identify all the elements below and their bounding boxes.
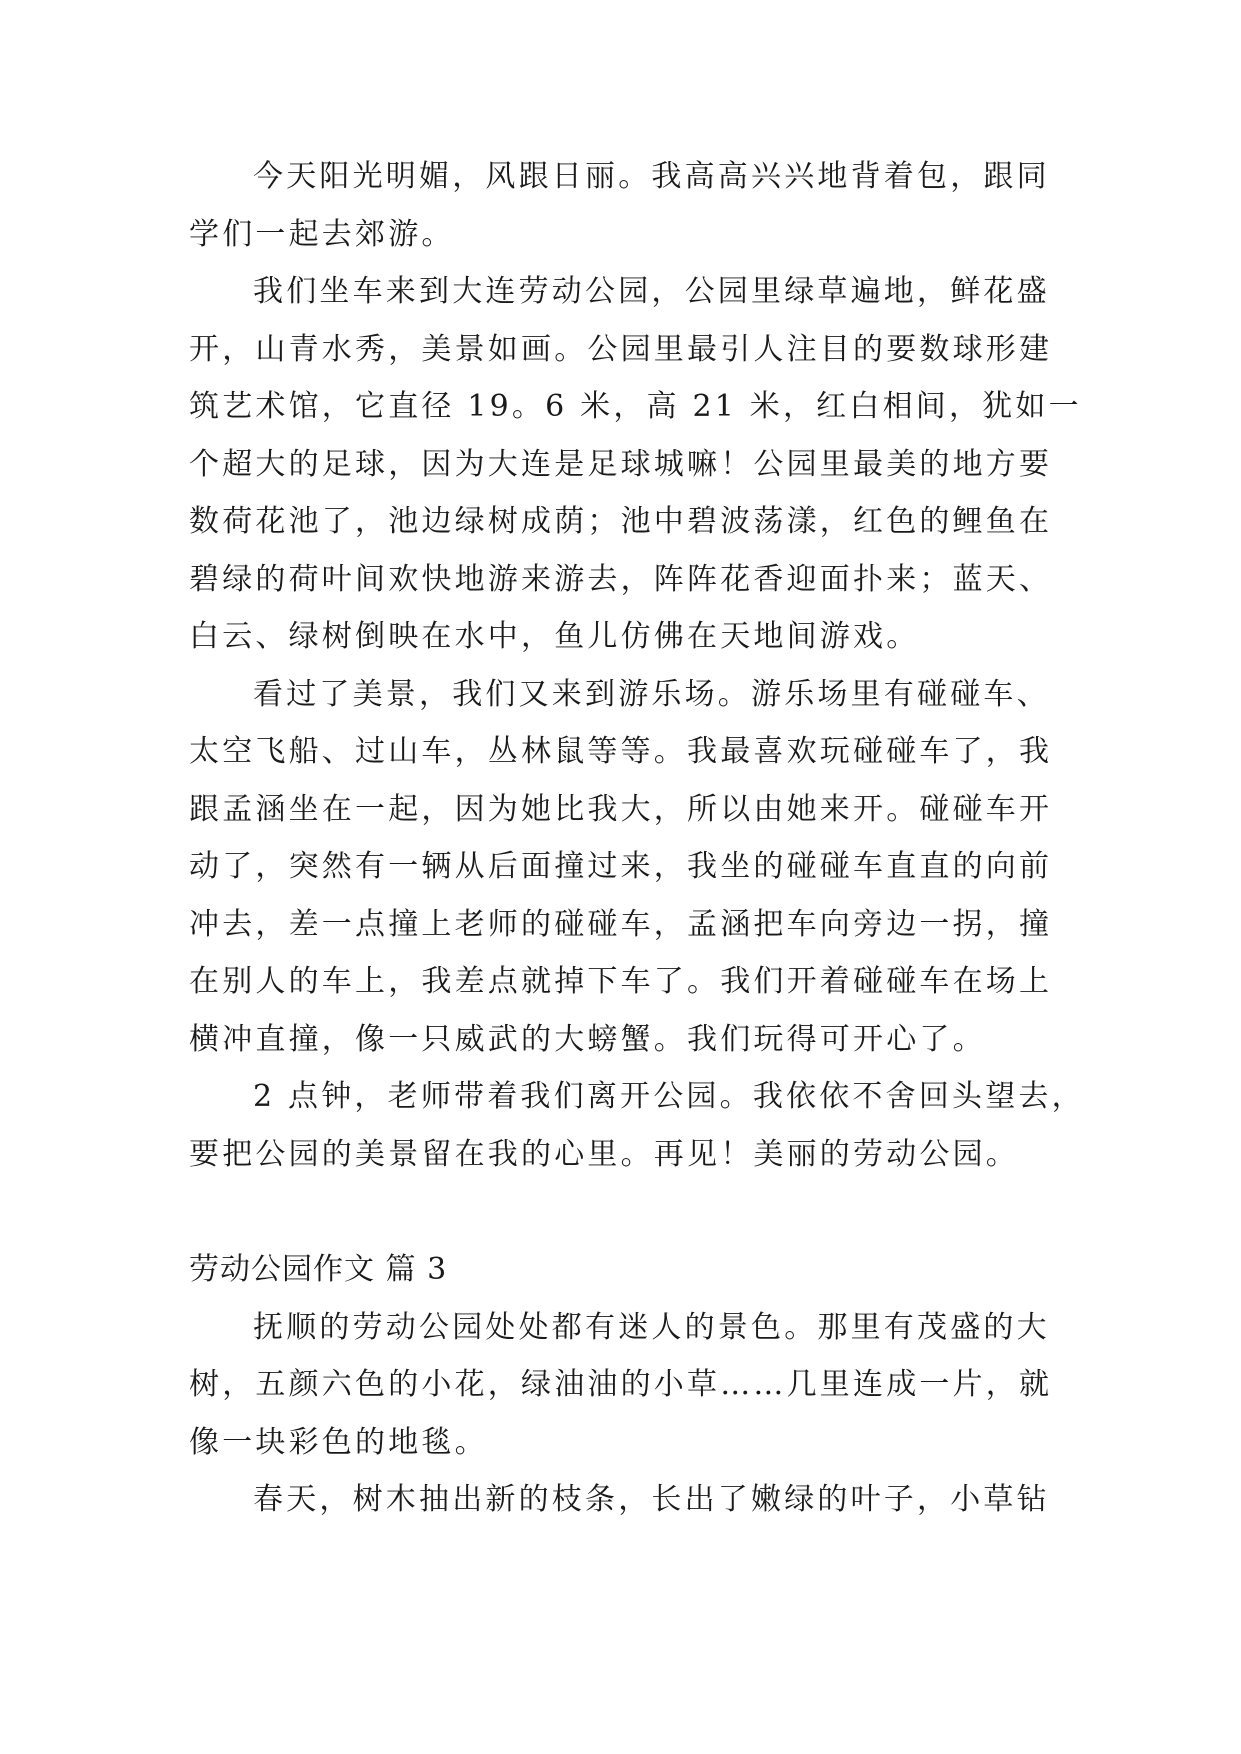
text-line: 看过了美景，我们又来到游乐场。游乐场里有碰碰车、 bbox=[253, 676, 1050, 712]
paragraph-park-scenery bbox=[189, 263, 1082, 666]
text-line: 春天，树木抽出新的枝条，长出了嫩绿的叶子，小草钻 bbox=[253, 1482, 1050, 1517]
text-line: 抚顺的劳动公园处处都有迷人的景色。那里有茂盛的大 bbox=[253, 1309, 1050, 1345]
paragraph-amusement-park bbox=[189, 666, 1069, 1069]
text-line: 开，山青水秀，美景如画。公园里最引人注目的要数球形建 bbox=[189, 331, 1053, 367]
text-line: 碧绿的荷叶间欢快地游来游去，阵阵花香迎面扑来；蓝天、 bbox=[189, 561, 1053, 597]
text-line: 横冲直撞，像一只威武的大螃蟹。我们玩得可开心了。 bbox=[189, 1021, 986, 1057]
text-line: 筑艺术馆，它直径 19。6 米，高 21 米，红白相间，犹如一 bbox=[189, 389, 1082, 424]
text-line: 树，五颜六色的小花，绿油油的小草……几里连成一片，就 bbox=[189, 1367, 1053, 1402]
text-line: 学们一起去郊游。 bbox=[189, 216, 455, 252]
paragraph-farewell bbox=[189, 1068, 1085, 1183]
text-line: 个超大的足球，因为大连是足球城嘛！公园里最美的地方要 bbox=[189, 446, 1053, 482]
text-line: 动了，突然有一辆从后面撞过来，我坐的碰碰车直直的向前 bbox=[189, 849, 1053, 884]
text-line: 数荷花池了，池边绿树成荫；池中碧波荡漾，红色的鲤鱼在 bbox=[189, 504, 1053, 539]
text-line: 冲去，差一点撞上老师的碰碰车，孟涵把车向旁边一拐，撞 bbox=[189, 906, 1053, 942]
section-heading: 劳动公园作文 篇 3 bbox=[189, 1252, 448, 1287]
text-line: 跟孟涵坐在一起，因为她比我大，所以由她来开。碰碰车开 bbox=[189, 791, 1053, 827]
text-line: 像一块彩色的地毯。 bbox=[189, 1424, 488, 1460]
section-heading-block bbox=[189, 1241, 1069, 1299]
text-line: 要把公园的美景留在我的心里。再见！美丽的劳动公园。 bbox=[189, 1136, 1019, 1172]
text-line: 我们坐车来到大连劳动公园，公园里绿草遍地，鲜花盛 bbox=[253, 274, 1050, 309]
text-line: 在别人的车上，我差点就掉下车了。我们开着碰碰车在场上 bbox=[189, 964, 1053, 999]
text-line: 2 点钟，老师带着我们离开公园。我依依不舍回头望去， bbox=[253, 1079, 1085, 1114]
text-line: 白云、绿树倒映在水中，鱼儿仿佛在天地间游戏。 bbox=[189, 619, 920, 654]
text-line: 今天阳光明媚，风跟日丽。我高高兴兴地背着包，跟同 bbox=[253, 159, 1050, 194]
document-page bbox=[189, 148, 1085, 1529]
paragraph-spring bbox=[189, 1471, 1069, 1529]
paragraph-fushun-park bbox=[189, 1299, 1069, 1472]
paragraph-outing-intro bbox=[189, 148, 1069, 263]
section-spacer bbox=[189, 1183, 1069, 1241]
text-line: 太空飞船、过山车，丛林鼠等等。我最喜欢玩碰碰车了，我 bbox=[189, 734, 1053, 769]
